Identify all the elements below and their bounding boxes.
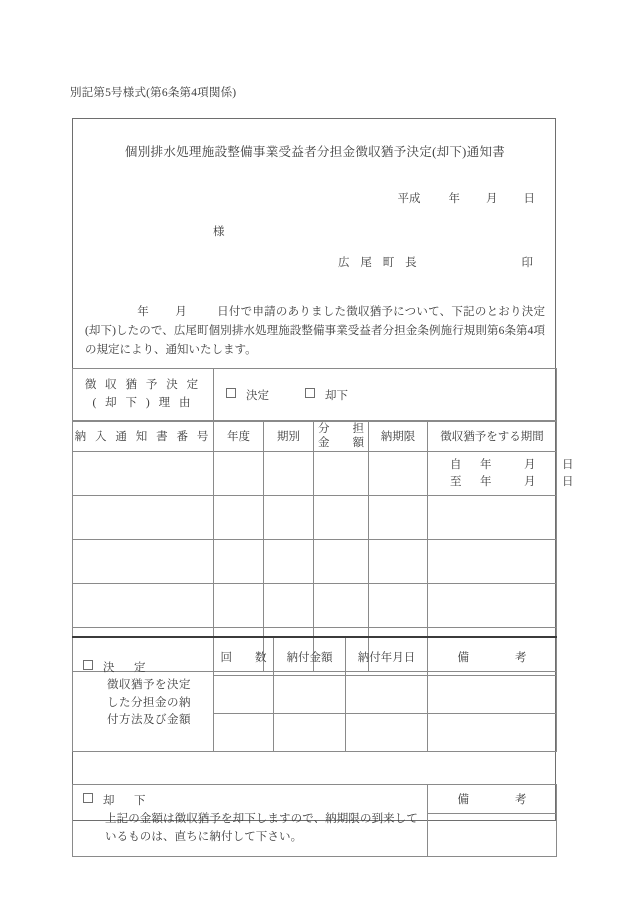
body-line1-rest: 日付で申請のありました徴収猶予について、下記のとおり決定 [216, 306, 545, 318]
cell-due-date[interactable] [369, 540, 428, 584]
rejection-label-cell [73, 785, 428, 857]
decision-description-line2: した分担金の納 [107, 696, 191, 709]
rejection-remarks-cell[interactable] [428, 814, 557, 857]
period-to-year: 年 [480, 475, 492, 488]
cell-payment-amount[interactable] [274, 714, 346, 752]
cell-share-amount[interactable] [314, 540, 369, 584]
header-share-amount-line2: 金 額 [318, 437, 364, 449]
cell-deferral-period[interactable] [428, 452, 574, 496]
table-row [73, 584, 557, 628]
date-era: 平成 [397, 193, 421, 205]
cell-notice-no[interactable] [73, 540, 214, 584]
period-from-row [428, 457, 574, 474]
cell-deferral-period[interactable] [428, 496, 557, 540]
schedule-table [72, 420, 574, 672]
cell-fiscal-year[interactable] [214, 452, 264, 496]
header-term: 期別 [264, 421, 314, 452]
period-to-month: 月 [524, 475, 536, 488]
date-day: 日 [523, 193, 535, 205]
rejection-row [73, 785, 557, 814]
cell-term[interactable] [264, 452, 314, 496]
period-from-day: 日 [562, 458, 574, 471]
body-year: 年 [137, 306, 149, 318]
header-deferral-period: 徴収猶予をする期間 [428, 421, 557, 452]
option-approve-label: 決定 [246, 390, 269, 402]
body-line3: 項の規定により、通知いたします。 [85, 324, 545, 356]
reason-label-line2: ( 却 下 ) 理 由 [92, 397, 194, 409]
header-remarks: 備 考 [428, 637, 557, 676]
cell-term[interactable] [264, 496, 314, 540]
checkbox-reject[interactable] [305, 388, 315, 398]
checkbox-decision[interactable] [83, 660, 93, 670]
decision-checkbox-label: 決 定 [103, 662, 150, 674]
cell-remarks[interactable] [428, 714, 557, 752]
period-to-marker: 至 [450, 475, 462, 488]
rejection-description-line2: いるものは、直ちに納付して下さい。 [105, 830, 303, 843]
table-row [73, 496, 557, 540]
reason-label-line1: 徴 収 猶 予 決 定 [84, 379, 202, 392]
cell-fiscal-year[interactable] [214, 496, 264, 540]
rejection-table [72, 784, 557, 857]
cell-term[interactable] [264, 540, 314, 584]
decision-description-line3: 付方法及び金額 [107, 713, 191, 726]
form-frame [72, 118, 574, 843]
cell-fiscal-year[interactable] [214, 540, 264, 584]
cell-remarks[interactable] [428, 676, 557, 714]
header-fiscal-year: 年度 [214, 421, 264, 452]
cell-count[interactable] [214, 676, 274, 714]
cell-share-amount[interactable] [314, 584, 369, 628]
checkbox-approve[interactable] [226, 388, 236, 398]
addressee-line: 様 [213, 226, 225, 238]
decision-label-cell [73, 637, 214, 752]
cell-payment-date[interactable] [346, 714, 428, 752]
issuer-name: 広 尾 町 長 [338, 257, 421, 269]
cell-share-amount[interactable] [314, 496, 369, 540]
period-from-marker: 自 [450, 458, 462, 471]
cell-due-date[interactable] [369, 584, 428, 628]
cell-deferral-period[interactable] [428, 540, 557, 584]
rejection-checkbox-label: 却 下 [103, 795, 150, 807]
decision-table [72, 636, 557, 752]
cell-notice-no[interactable] [73, 584, 214, 628]
cell-payment-date[interactable] [346, 676, 428, 714]
form-number: 別記第5号様式(第6条第4項関係) [70, 87, 237, 99]
cell-deferral-period[interactable] [428, 584, 557, 628]
header-share-amount [314, 421, 369, 452]
header-payment-date: 納付年月日 [346, 637, 428, 676]
header-count: 回 数 [214, 637, 274, 676]
rejection-remarks-header: 備 考 [428, 785, 557, 814]
cell-count[interactable] [214, 714, 274, 752]
seal-mark: 印 [521, 257, 533, 269]
cell-payment-amount[interactable] [274, 676, 346, 714]
header-notice-no: 納 入 通 知 書 番 号 [73, 421, 214, 452]
checkbox-rejection[interactable] [83, 793, 93, 803]
header-due-date: 納期限 [369, 421, 428, 452]
date-year: 年 [448, 193, 460, 205]
table-row [73, 540, 557, 584]
cell-due-date[interactable] [369, 452, 428, 496]
date-line [398, 190, 536, 206]
header-share-amount-line1: 分 担 [318, 422, 364, 435]
cell-fiscal-year[interactable] [214, 584, 264, 628]
reason-label-cell [73, 369, 214, 422]
cell-notice-no[interactable] [73, 452, 214, 496]
rejection-description-line1: 上記の金額は徴収猶予を却下しますので、納期限の到来して [105, 812, 418, 825]
schedule-header-row [73, 421, 557, 452]
cell-notice-no[interactable] [73, 496, 214, 540]
decision-header-row [73, 637, 557, 676]
cell-due-date[interactable] [369, 496, 428, 540]
decision-description-line1: 徴収猶予を決定 [107, 679, 191, 692]
table-row [73, 369, 557, 422]
period-from-month: 月 [524, 458, 536, 471]
cell-share-amount[interactable] [314, 452, 369, 496]
body-line2: (却下)したので、広尾町個別排水処理施設整備事業受益者分担金条例施行規則第6条第4 [85, 324, 534, 337]
cell-term[interactable] [264, 584, 314, 628]
option-reject-label: 却下 [325, 390, 348, 402]
period-to-day: 日 [562, 475, 574, 488]
body-month: 月 [174, 306, 187, 318]
reason-table [72, 368, 557, 422]
date-month: 月 [486, 193, 498, 205]
header-payment-amount: 納付金額 [274, 637, 346, 676]
period-to-row [428, 474, 574, 491]
period-from-year: 年 [480, 458, 492, 471]
table-row [73, 452, 557, 496]
body-paragraph [85, 303, 545, 360]
document-title: 個別排水処理施設整備事業受益者分担金徴収猶予決定(却下)通知書 [124, 145, 506, 159]
reason-choice-cell [214, 369, 557, 422]
